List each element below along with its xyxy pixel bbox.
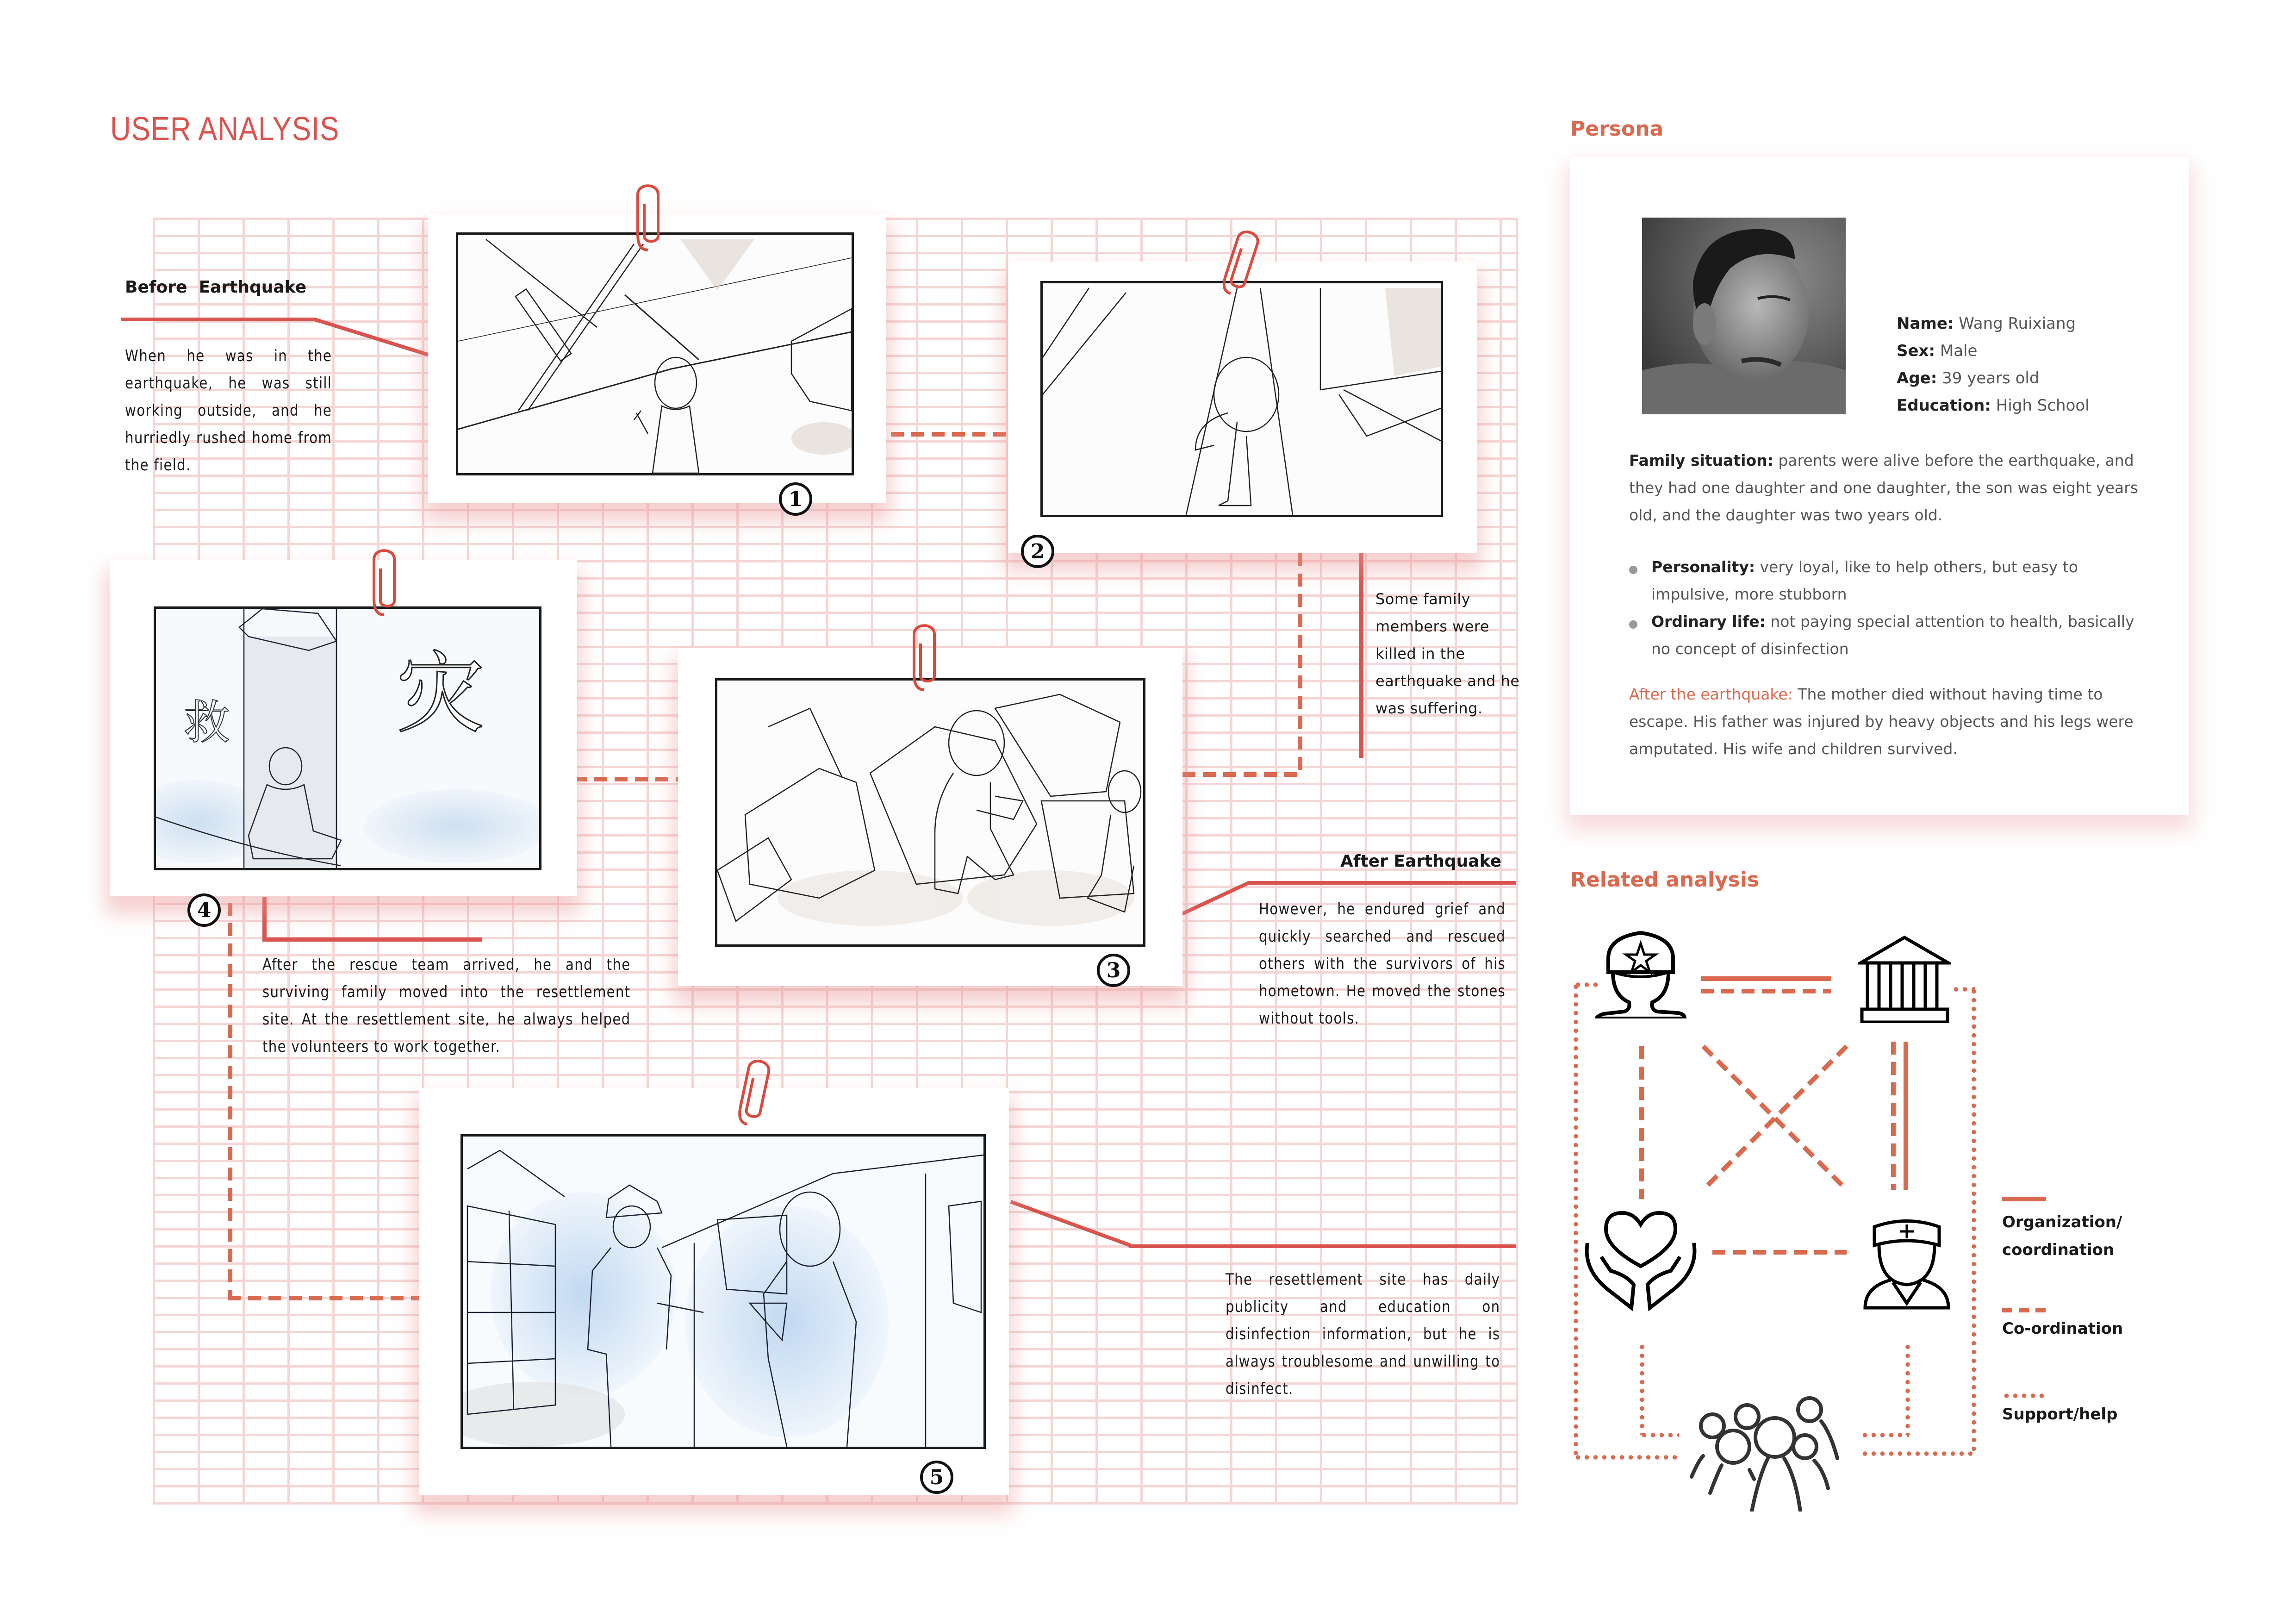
persona-heading: Persona xyxy=(1570,117,1664,141)
connector-4-5-vertical xyxy=(228,903,232,1299)
legend-dashed-swatch xyxy=(2002,1308,2046,1312)
sketch-rescue-rubble xyxy=(717,681,1143,944)
doctor-icon xyxy=(1863,1218,1951,1310)
connector-2-3-vertical xyxy=(1298,553,1302,775)
link-volunteer-medical xyxy=(1712,1250,1847,1255)
storyboard-card-1 xyxy=(428,214,886,511)
caption-4-line xyxy=(262,897,267,941)
link-cross xyxy=(1699,1042,1865,1208)
link-army-volunteer xyxy=(1639,1046,1644,1199)
sketch-frame-4 xyxy=(154,606,541,870)
sketch-frame-3 xyxy=(715,678,1145,947)
connector-1-2 xyxy=(891,432,1009,437)
step-number-2: 2 xyxy=(1021,535,1054,568)
connector-5 xyxy=(1129,1244,1516,1248)
support-right-vertical xyxy=(1972,987,1976,1455)
related-analysis-heading: Related analysis xyxy=(1570,868,1760,892)
connector-3-4 xyxy=(574,777,680,781)
before-earthquake-heading: Before Earthquake xyxy=(125,278,307,297)
connector-before xyxy=(121,318,316,321)
link-government-medical-dashed xyxy=(1891,1042,1896,1190)
portrait-image xyxy=(1642,218,1846,414)
persona-fields xyxy=(1897,310,2090,419)
page-title: USER ANALYSIS xyxy=(110,111,340,148)
persona-ordinary-life: Ordinary life: not paying special attention to health, basically no concept of disinfection xyxy=(1651,612,2134,658)
storyboard-card-5 xyxy=(419,1088,1009,1495)
support-medical-crowd xyxy=(1905,1343,1910,1435)
tent-char-rescue: 救 xyxy=(184,695,230,750)
sketch-frame-5 xyxy=(460,1134,986,1449)
sketch-resettlement-notice xyxy=(463,1137,983,1447)
after-earthquake-heading: After Earthquake xyxy=(1340,852,1501,871)
persona-personality: Personality: very loyal, like to help others, but easy to impulsive, more stubborn xyxy=(1651,558,2078,603)
link-army-government-solid xyxy=(1701,976,1831,981)
persona-education: Education: High School xyxy=(1897,396,2090,415)
storyboard-card-2 xyxy=(1008,262,1477,563)
connector-4-5-horizontal xyxy=(228,1296,422,1300)
support-medical-crowd-h xyxy=(1860,1433,1909,1437)
scene-4-caption: After the rescue team arrived, he and the surviving family moved into the resettlement site. At the resettlement site, he always helped the volunteers to work together. xyxy=(262,956,631,1056)
paperclip-icon xyxy=(634,176,662,255)
crowd-icon xyxy=(1689,1396,1860,1512)
persona-after-earthquake: After the earthquake: The mother died without having time to escape. His father was injured by heavy objects and his legs were amputated. His wife and children survived. xyxy=(1629,685,2134,758)
legend-dotted-swatch xyxy=(2002,1393,2046,1398)
caption-2-line xyxy=(1359,553,1363,758)
persona-name: Name: Wang Ruixiang xyxy=(1897,314,2076,333)
legend-organization-coordination: Organization/ coordination xyxy=(2002,1213,2122,1259)
connector-5-diagonal xyxy=(1009,1199,1134,1250)
sketch-frame-2 xyxy=(1040,281,1443,517)
sketch-frame-1 xyxy=(456,232,854,475)
storyboard-card-4 xyxy=(110,560,577,922)
support-right-bottom xyxy=(1860,1451,1976,1456)
persona-family-situation: Family situation: parents were alive before the earthquake, and they had one daughter and one daughter, the son was eight years old, and the daughter was two years old. xyxy=(1629,451,2139,524)
step-number-5: 5 xyxy=(920,1461,953,1494)
link-army-government-dashed xyxy=(1701,989,1831,993)
support-volunteer-crowd-h xyxy=(1640,1433,1679,1437)
legend-solid-swatch xyxy=(2002,1197,2046,1201)
step-number-4: 4 xyxy=(187,893,221,927)
scene-2-caption: Some family members were killed in the earthquake and he was suffering. xyxy=(1375,590,1520,717)
caption-4-underline xyxy=(262,937,482,942)
heart-hands-icon xyxy=(1583,1211,1699,1312)
connector-after xyxy=(1249,881,1516,885)
support-left-vertical xyxy=(1574,982,1578,1459)
paperclip-icon xyxy=(370,541,398,619)
persona-age: Age: 39 years old xyxy=(1897,369,2040,387)
persona-sex: Sex: Male xyxy=(1897,342,1978,360)
paperclip-icon xyxy=(910,616,938,694)
after-earthquake-text: However, he endured grief and quickly searched and rescued others with the survivors of his hometown. He moved the stones without tools. xyxy=(1259,900,1506,1028)
persona-photo xyxy=(1642,218,1846,414)
bullet-dot xyxy=(1629,566,1637,574)
scene-5-caption: The resettlement site has daily publicity and education on disinfection information, but he is always troublesome and unwilling to disinfect. xyxy=(1226,1270,1500,1398)
sketch-relief-tent xyxy=(156,609,539,868)
before-earthquake-text: When he was in the earthquake, he was still working outside, and he hurriedly rushed home from the field. xyxy=(125,347,332,475)
connector-2-3-horizontal xyxy=(1182,772,1302,777)
support-volunteer-crowd xyxy=(1640,1343,1644,1435)
sketch-man-grieving xyxy=(1043,283,1441,515)
link-government-medical-solid xyxy=(1904,1042,1908,1190)
step-number-1: 1 xyxy=(779,482,812,516)
step-number-3: 3 xyxy=(1097,954,1130,987)
legend-co-ordination: Co-ordination xyxy=(2002,1319,2123,1338)
soldier-icon xyxy=(1594,926,1687,1018)
storyboard-card-3 xyxy=(678,648,1182,986)
support-left-bottom xyxy=(1574,1455,1680,1460)
connector-after-diagonal xyxy=(1180,880,1254,917)
bullet-dot xyxy=(1629,620,1637,629)
government-building-icon xyxy=(1858,935,1951,1023)
tent-char-disaster: 灾 xyxy=(397,643,485,745)
sketch-collapsed-house xyxy=(458,235,852,473)
legend-support-help: Support/help xyxy=(2002,1405,2118,1424)
